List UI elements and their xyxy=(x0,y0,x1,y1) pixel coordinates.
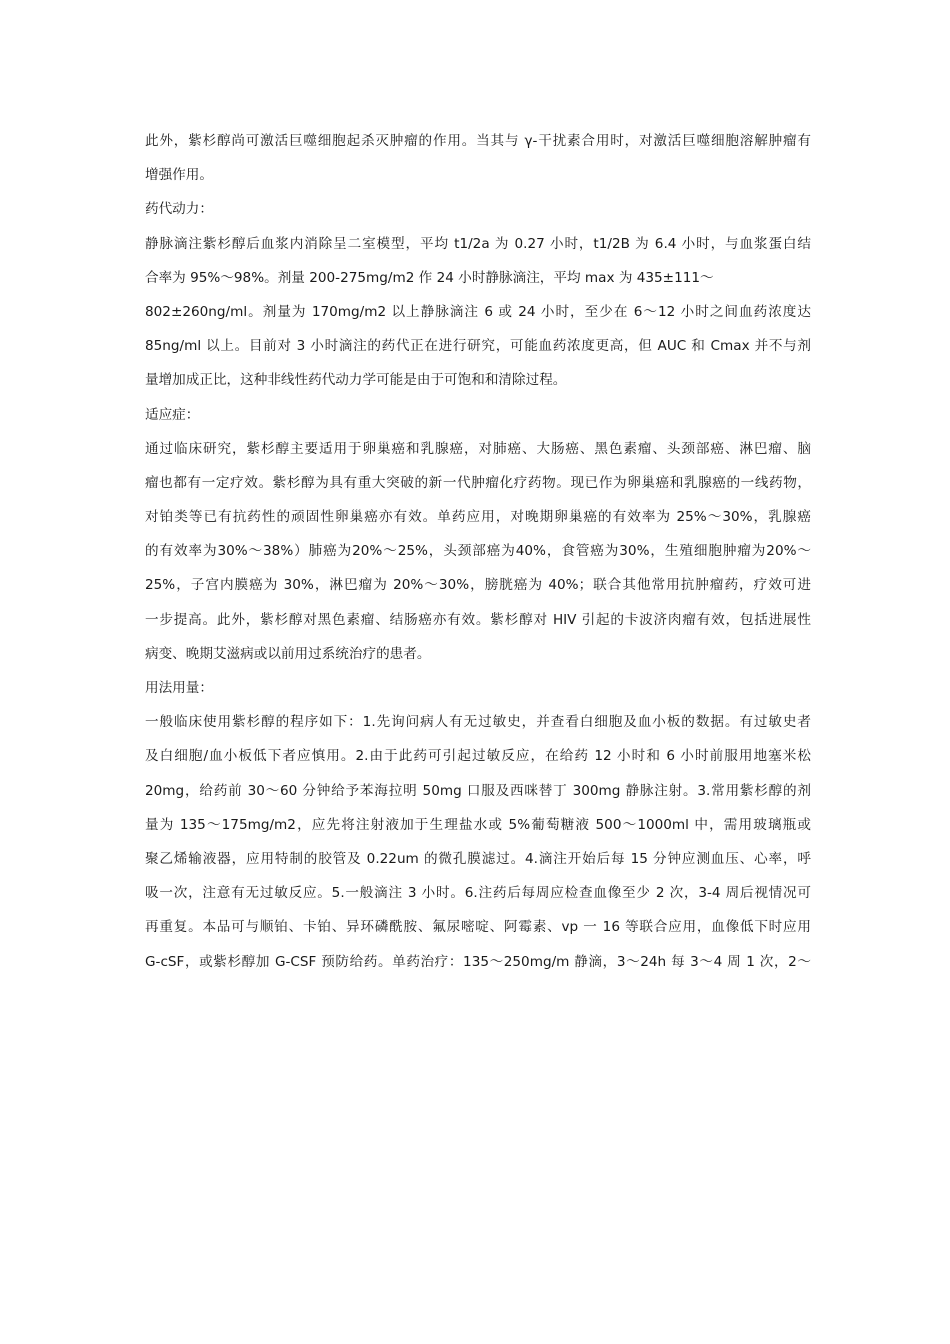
paragraph-line: 85ng/ml 以上。目前对 3 小时滴注的药代正在进行研究，可能血药浓度更高，但 AUC 和 Cmax 并不与剂 xyxy=(145,338,811,355)
paragraph-line: 瘤也都有一定疗效。紫杉醇为具有重大突破的新一代肿瘤化疗药物。现已作为卵巢癌和乳腺癌的一线药物， xyxy=(145,474,811,491)
paragraph-line: 量为 135～175mg/m2，应先将注射液加于生理盐水或 5%葡萄糖液 500～1000ml 中，需用玻璃瓶或 xyxy=(145,816,811,833)
paragraph-line: 一步提高。此外，紫杉醇对黑色素瘤、结肠癌亦有效。紫杉醇对 HIV 引起的卡波济肉瘤有效，包括进展性 xyxy=(145,611,811,628)
paragraph-line: 802±260ng/ml。剂量为 170mg/m2 以上静脉滴注 6 或 24 小时，至少在 6～12 小时之间血药浓度达 xyxy=(145,303,811,320)
paragraph-line: 20mg，给药前 30～60 分钟给予苯海拉明 50mg 口服及西咪替丁 300mg 静脉注射。3.常用紫杉醇的剂 xyxy=(145,782,811,799)
paragraph-line: G-cSF，或紫杉醇加 G-CSF 预防给药。单药治疗：135～250mg/m 静滴，3～24h 每 3～4 周 1 次，2～ xyxy=(145,953,811,970)
paragraph-line: 静脉滴注紫杉醇后血浆内消除呈二室模型，平均 t1/2a 为 0.27 小时，t1/2B 为 6.4 小时，与血浆蛋白结 xyxy=(145,235,811,252)
paragraph-line: 聚乙烯输液器，应用特制的胶管及 0.22um 的微孔膜滤过。4.滴注开始后每 15 分钟应测血压、心率，呼 xyxy=(145,850,811,867)
paragraph-line: 25%，子宫内膜癌为 30%，淋巴瘤为 20%～30%，膀胱癌为 40%；联合其他常用抗肿瘤药，疗效可进 xyxy=(145,577,811,594)
section-heading-indications: 适应症： xyxy=(145,406,200,423)
paragraph-line: 及白细胞/血小板低下者应慎用。2.由于此药可引起过敏反应，在给药 12 小时和 6 小时前服用地塞米松 xyxy=(145,748,811,765)
section-heading-pharmacokinetics: 药代动力： xyxy=(145,201,213,218)
paragraph-line: 此外，紫杉醇尚可激活巨噬细胞起杀灭肿瘤的作用。当其与 γ-干扰素合用时，对激活巨噬细胞溶解肿瘤有 xyxy=(145,133,811,149)
paragraph-line: 的有效率为30%～38%）肺癌为20%～25%，头颈部癌为40%，食管癌为30%，生殖细胞肿瘤为20%～ xyxy=(145,543,811,560)
section-heading-dosage: 用法用量： xyxy=(145,680,213,696)
paragraph-line: 合率为 95%～98%。剂量 200-275mg/m2 作 24 小时静脉滴注，平均 max 为 435±111～ xyxy=(145,269,714,286)
paragraph-line: 吸一次，注意有无过敏反应。5.一般滴注 3 小时。6.注药后每周应检查血像至少 2 次，3-4 周后视情况可 xyxy=(145,885,811,902)
document-body xyxy=(145,124,811,979)
paragraph-line: 量增加成正比，这种非线性药代动力学可能是由于可饱和和清除过程。 xyxy=(145,372,567,389)
paragraph-line: 增强作用。 xyxy=(145,167,213,184)
paragraph-line: 对铂类等已有抗药性的顽固性卵巢癌亦有效。单药应用，对晚期卵巢癌的有效率为 25%～30%，乳腺癌 xyxy=(145,509,811,526)
paragraph-line: 一般临床使用紫杉醇的程序如下：1.先询问病人有无过敏史，并查看白细胞及血小板的数据。有过敏史者 xyxy=(145,714,811,731)
paragraph-line: 再重复。本品可与顺铂、卡铂、异环磷酰胺、氟尿嘧啶、阿霉素、vp 一 16 等联合应用，血像低下时应用 xyxy=(145,919,811,936)
paragraph-line: 通过临床研究，紫杉醇主要适用于卵巢癌和乳腺癌，对肺癌、大肠癌、黑色素瘤、头颈部癌、淋巴瘤、脑 xyxy=(145,440,811,457)
paragraph-line: 病变、晚期艾滋病或以前用过系统治疗的患者。 xyxy=(145,645,431,662)
